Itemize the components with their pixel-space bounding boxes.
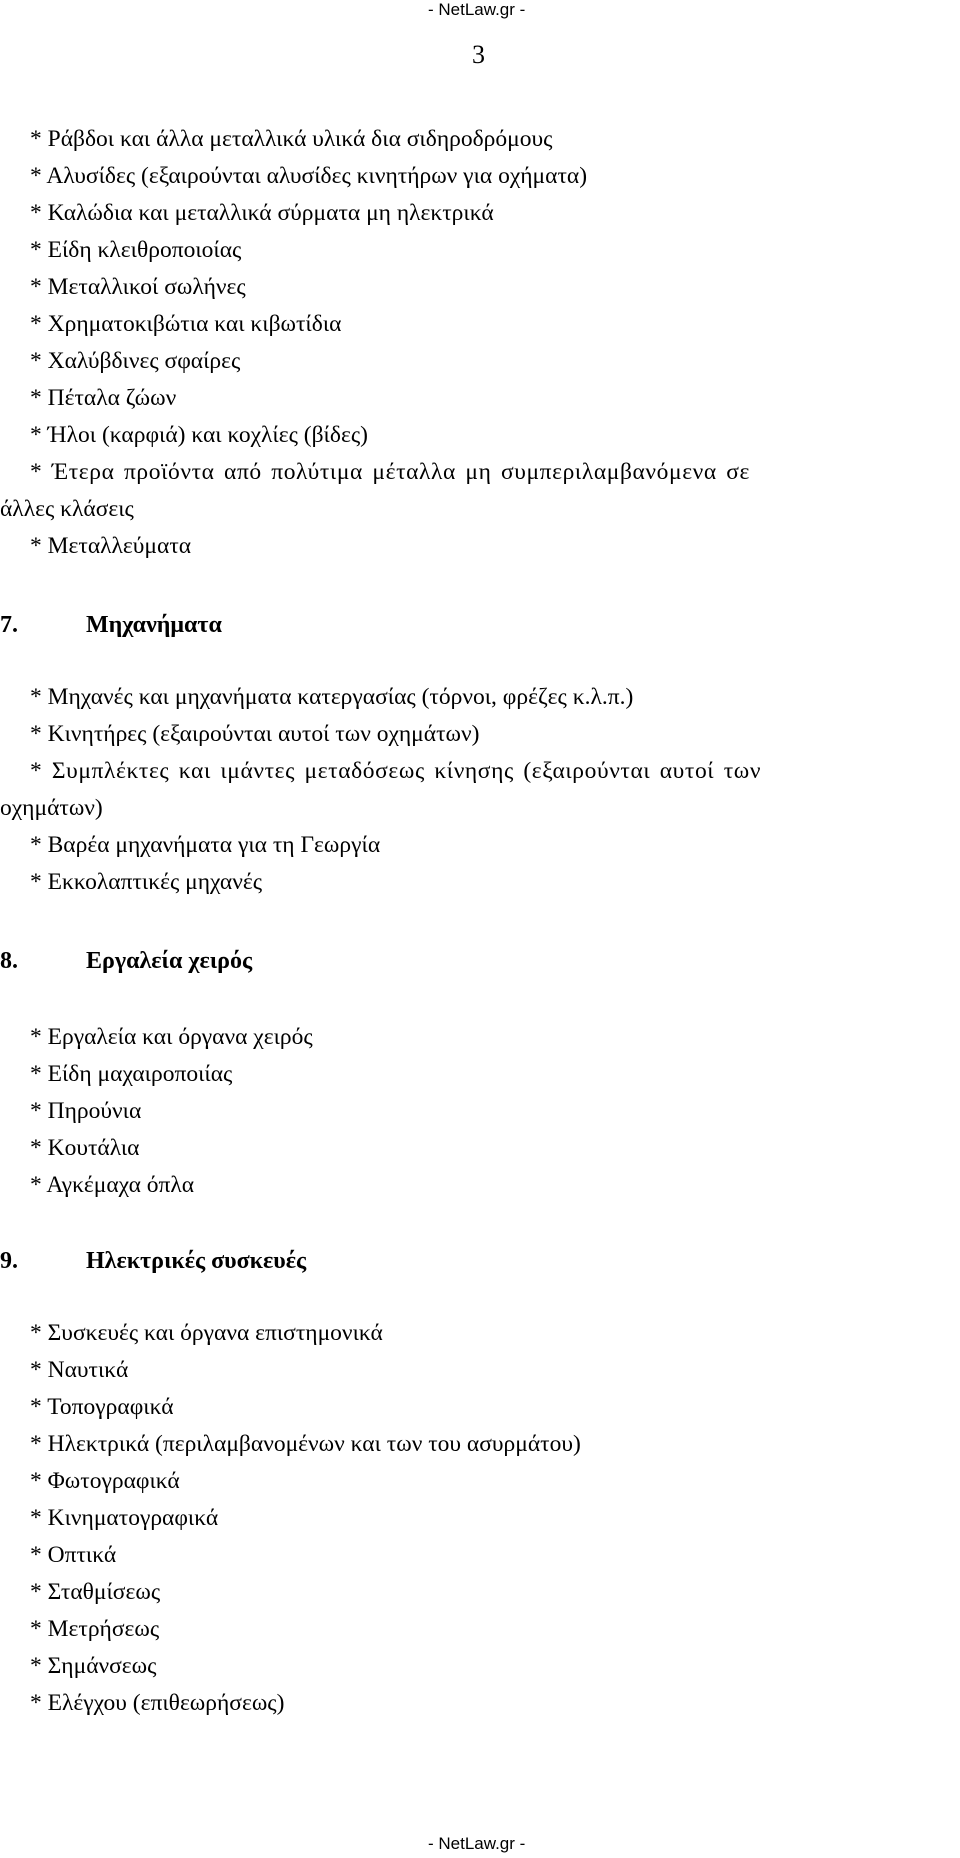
page-header: - NetLaw.gr - (428, 0, 526, 19)
page-footer: - NetLaw.gr - (428, 1834, 526, 1853)
list-item: * Σταθμίσεως (30, 1579, 161, 1605)
list-item-continuation: άλλες κλάσεις (0, 496, 134, 522)
section-title: Ηλεκτρικές συσκευές (86, 1248, 307, 1274)
list-item: * Ναυτικά (30, 1357, 129, 1383)
list-item: * Χρηματοκιβώτια και κιβωτίδια (30, 311, 342, 337)
list-item: * Μεταλλεύματα (30, 533, 192, 559)
section-number: 7. (0, 612, 18, 638)
list-item: * Συμπλέκτες και ιμάντες μεταδόσεως κίνησης (εξαιρούνται αυτοί των (30, 758, 762, 784)
list-item: * Αγκέμαχα όπλα (30, 1172, 195, 1198)
list-item: * Καλώδια και μεταλλικά σύρματα μη ηλεκτρικά (30, 200, 494, 226)
list-item: * Σημάνσεως (30, 1653, 157, 1679)
list-item: * Είδη κλειθροποιοίας (30, 237, 242, 263)
list-item-continuation: οχημάτων) (0, 795, 103, 821)
list-item: * Οπτικά (30, 1542, 117, 1568)
list-item: * Έτερα προϊόντα από πολύτιμα μέταλλα μη συμπεριλαμβανόμενα σε (30, 459, 751, 485)
list-item: * Αλυσίδες (εξαιρούνται αλυσίδες κινητήρων για οχήματα) (30, 163, 588, 189)
list-item: * Εκκολαπτικές μηχανές (30, 869, 263, 895)
list-item: * Μετρήσεως (30, 1616, 160, 1642)
list-item: * Εργαλεία και όργανα χειρός (30, 1024, 313, 1050)
list-item: * Είδη μαχαιροποιίας (30, 1061, 233, 1087)
list-item: * Βαρέα μηχανήματα για τη Γεωργία (30, 832, 381, 858)
page-number: 3 (472, 40, 485, 69)
list-item: * Κινηματογραφικά (30, 1505, 219, 1531)
list-item: * Ελέγχου (επιθεωρήσεως) (30, 1690, 285, 1716)
section-number: 9. (0, 1248, 18, 1274)
section-heading (0, 945, 252, 977)
list-item: * Κινητήρες (εξαιρούνται αυτοί των οχημάτων) (30, 721, 480, 747)
list-item: * Φωτογραφικά (30, 1468, 180, 1494)
list-item: * Πηρούνια (30, 1098, 142, 1124)
list-item: * Ήλοι (καρφιά) και κοχλίες (βίδες) (30, 422, 368, 448)
list-item: * Μεταλλικοί σωλήνες (30, 274, 246, 300)
list-item: * Πέταλα ζώων (30, 385, 177, 411)
section-title: Εργαλεία χειρός (86, 948, 253, 974)
section-number: 8. (0, 948, 18, 974)
list-item: * Χαλύβδινες σφαίρες (30, 348, 241, 374)
list-item: * Συσκευές και όργανα επιστημονικά (30, 1320, 383, 1346)
list-item: * Μηχανές και μηχανήματα κατεργασίας (τόρνοι, φρέζες κ.λ.π.) (30, 684, 634, 710)
section-heading (0, 1245, 306, 1277)
list-item: * Ράβδοι και άλλα μεταλλικά υλικά δια σιδηροδρόμους (30, 126, 553, 152)
section-title: Μηχανήματα (86, 612, 222, 638)
list-item: * Ηλεκτρικά (περιλαμβανομένων και των του ασυρμάτου) (30, 1431, 581, 1457)
section-heading (0, 609, 222, 641)
list-item: * Κουτάλια (30, 1135, 140, 1161)
list-item: * Τοπογραφικά (30, 1394, 174, 1420)
